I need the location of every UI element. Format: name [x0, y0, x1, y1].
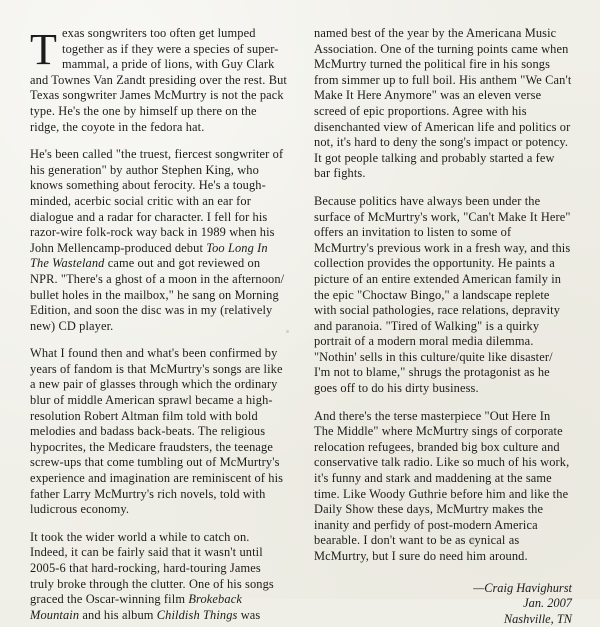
paragraph-breakthrough-text: It took the wider world a while to catch on. Indeed, it can be fairly said that it wasn't until 2005-6 that hard-rocking, hard-touring James truly broke through the clutter. One of his songs graced the Oscar-winning film	[30, 529, 274, 607]
paragraph-politics: Because politics have always been under the surface of McMurtry's work, "Can't Make It Here" offers an invitation to listen to some of McMurtry's previous work in a fresh way, and this collection provides the opportunity. He paints a picture of an entire extended American family in the epic "Choctaw Bingo," a landscape replete with social pathologies, race relations, depravity and paranoia. "Tired of Walking" is a quirky portrait of a modern moral media dilemma. "Nothin' sells in this culture/quite like disaster/ I'm not to blame," shrugs the protagonist as he goes off to do his dirty business.	[314, 193, 571, 396]
paragraph-king-quote-cont: came out and got reviewed on NPR. "There's a ghost of a moon in the afternoon/ bullet holes in the mailbox," he sang on Morning Edition, and soon the disc was in my (relatively new) CD player.	[30, 256, 285, 333]
signature-date: Jan. 2007	[523, 596, 572, 611]
paper-speck	[470, 537, 475, 544]
left-column	[30, 25, 288, 622]
film-title-brokeback-mountain: Brokeback Mountain	[30, 592, 242, 622]
album-title-too-long-in-the-wasteland: Too Long In The Wasteland	[30, 240, 268, 271]
signature-location: Nashville, TN	[503, 611, 572, 626]
paragraph-intro	[30, 26, 288, 135]
paper-speck	[286, 330, 289, 333]
two-column-layout	[30, 25, 572, 626]
paragraph-king-quote	[30, 147, 288, 334]
paragraph-intro-text: exas songwriters too often get lumped together as if they were a species of super-mammal, a pride of lions, with Guy Clark and Townes Van Zandt presiding over the rest. But Texas songwriter James McMurtry is not the pack type. He's the one by himself up there on the ridge, the coyote in the fedora hat.	[30, 26, 287, 134]
album-title-childish-things: Childish Things	[156, 607, 238, 622]
paragraph-breakthrough	[30, 530, 288, 624]
paragraph-americana-award: named best of the year by the Americana Music Association. One of the turning points came when McMurtry turned the political fire in his songs from simmer up to full boil. His anthem "We Can't Make It Here Anymore" was an eleven verse screed of epic proportions. Agree with his disenchanted view of American life and politics or not, it's hard to deny the song's impact or potency. It got people talking and probably started a few bar fights.	[314, 26, 572, 181]
signature-block	[314, 581, 572, 627]
paragraph-breakthrough-cont: and his album	[79, 607, 157, 622]
drop-cap: T	[30, 25, 58, 74]
paragraph-fandom: What I found then and what's been confirmed by years of fandom is that McMurtry's songs are like a new pair of glasses through which the ordinary blur of middle American sprawl became a high-resolution Robert Altman film told with bold melodies and badass back-beats. The religious hypocrites, the Medicare fraudsters, the teenage screw-ups that come tumbling out of McMurtry's experience and imagination are reminiscent of his father Larry McMurtry's rich novels, told with ludicrous economy.	[30, 346, 284, 517]
paragraph-breakthrough-end: was	[237, 607, 261, 622]
paragraph-king-quote-text: He's been called "the truest, fiercest songwriter of his generation" by author Stephen King, who knows something about ferocity. He's a tough-minded, acerbic social critic with an ear for dialogue and a radar for character. I fell for his razor-wire folk-rock way back in 1989 when his John Mellencamp-produced debut	[30, 147, 284, 255]
signature-author: —Craig Havighurst	[473, 580, 572, 595]
paragraph-out-here-in-the-middle: And there's the terse masterpiece "Out Here In The Middle" where McMurtry sings of corporate relocation refugees, branded big box culture and conservative talk radio. Like so much of his work, it's funny and stark and maddening at the same time. Like Woody Guthrie before him and like the Daily Show these days, McMurtry makes the inanity and perfidy of post-modern America bearable. I don't want to be as cynical as McMurtry, but I sure do need him around.	[314, 408, 570, 563]
right-column	[314, 26, 572, 626]
